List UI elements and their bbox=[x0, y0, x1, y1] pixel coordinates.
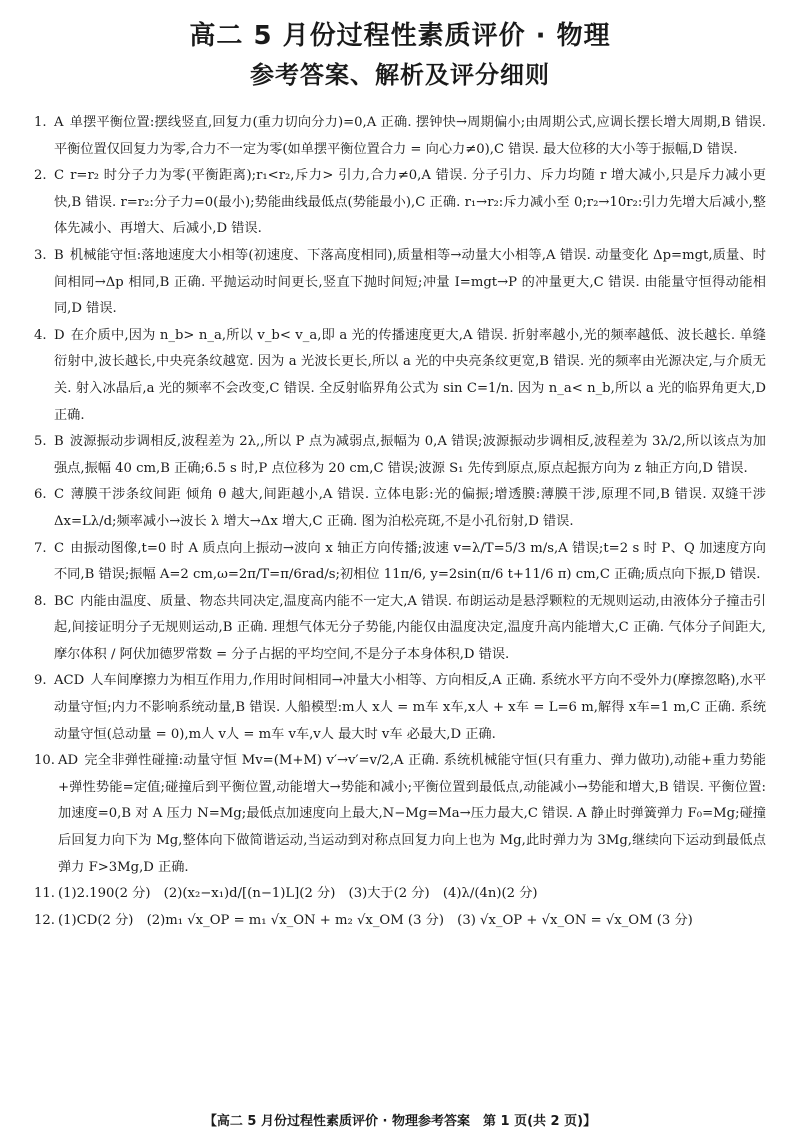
page-footer: 【高二 5 月份过程性素质评价 · 物理参考答案 第 1 页(共 2 页)】 bbox=[203, 1114, 597, 1129]
item-number: 10. bbox=[34, 753, 55, 769]
item-explanation: 完全非弹性碰撞:动量守恒 Mv=(M+M) v′→v′=v/2,A 正确. 系统机械能守恒(只有重力、弹力做功),动能+重力势能+弹性势能=定值;碰撞后到平衡位置,动能增大→势能和减小;平衡位置到最低点,动能减小→势能和增大,B 错误. 平衡位置:加速度=0,B 对 A 压力 N=Mg;最低点加速度向上最大,N−Mg=Ma→压力最大,C 错误. A 静止时弹簧弹力 F₀=Mg;碰撞后回复力向下为 Mg,整体向下做简谐运动,当运动到对称点回复力向上也为 Mg,此时弹力为 3Mg,继续向下运动到最低点弹力 F>3Mg,D 正确. bbox=[58, 753, 766, 875]
item-number: 7. bbox=[34, 540, 47, 556]
item-answer: C bbox=[54, 487, 65, 503]
item-answer: B bbox=[54, 247, 64, 263]
item-explanation: 波源振动步调相反,波程差为 2λ,,所以 P 点为减弱点,振幅为 0,A 错误;波源振动步调相反,波程差为 3λ/2,所以该点为加强点,振幅 40 cm,B 正确;6.5 s 时,P 点位移为 20 cm,C 错误;波源 S₁ 先传到原点,原点起振方向为 z 轴正方向,D 错误. bbox=[54, 434, 766, 476]
page-subtitle: 参考答案、解析及评分细则 bbox=[250, 61, 550, 89]
answer-item-1 bbox=[34, 110, 766, 163]
item-answer: A bbox=[54, 115, 64, 130]
item-number: 4. bbox=[34, 327, 47, 343]
answer-item-10 bbox=[34, 748, 766, 881]
item-answer: C bbox=[54, 540, 65, 556]
item-number: 6. bbox=[34, 487, 47, 503]
item-answer: BC bbox=[54, 593, 75, 609]
item-explanation: 单摆平衡位置:摆线竖直,回复力(重力切向分力)=0,A 正确. 摆钟快→周期偏小;由周期公式,应调长摆长增大周期,B 错误. 平衡位置仅回复力为零,合力不一定为零(如单摆平衡位置合力 = 向心力≠0),C 错误. 最大位移的大小等于振幅,D 错误. bbox=[54, 115, 766, 157]
answer-list bbox=[34, 110, 766, 934]
item-explanation: (1)2.190(2 分) (2)(x₂−x₁)d/[(n−1)L](2 分) (3)大于(2 分) (4)λ/(4n)(2 分) bbox=[58, 886, 538, 902]
item-number: 2. bbox=[34, 168, 47, 184]
item-number: 9. bbox=[34, 673, 47, 689]
answer-item-12 bbox=[34, 908, 766, 935]
item-number: 1. bbox=[34, 115, 47, 130]
item-number: 11. bbox=[34, 886, 55, 902]
item-answer: AD bbox=[58, 753, 79, 769]
page-title: 高二 5 月份过程性素质评价 · 物理 bbox=[189, 21, 611, 51]
answer-item-6 bbox=[34, 482, 766, 535]
item-answer: D bbox=[54, 327, 65, 343]
item-explanation: r=r₂ 时分子力为零(平衡距离);r₁<r₂,斥力> 引力,合力≠0,A 错误. 分子引力、斥力均随 r 增大减小,只是斥力减小更快,B 错误. r=r₂:分子力=0(最小);势能曲线最低点(势能最小),C 正确. r₁→r₂:斥力减小至 0;r₂→10r₂:引力先增大后减小,整体先减小、再增大、后减小,D 错误. bbox=[54, 168, 766, 237]
answer-item-11 bbox=[34, 881, 766, 908]
item-explanation: 薄膜干涉条纹间距 倾角 θ 越大,间距越小,A 错误. 立体电影:光的偏振;增透膜:薄膜干涉,原理不同,B 错误. 双缝干涉 Δx=Lλ/d;频率减小→波长 λ 增大→Δx 增大,C 正确. 图为泊松亮斑,不是小孔衍射,D 错误. bbox=[54, 487, 766, 529]
item-explanation: 由振动图像,t=0 时 A 质点向上振动→波向 x 轴正方向传播;波速 v=λ/T=5/3 m/s,A 错误;t=2 s 时 P、Q 加速度方向不同,B 错误;振幅 A=2 cm,ω=2π/T=π/6rad/s;初相位 11π/6, y=2sin(π/6 t+11/6 π) cm,C 正确;质点向下振,D 错误. bbox=[54, 540, 766, 583]
item-explanation: 内能由温度、质量、物态共同决定,温度高内能不一定大,A 错误. 布朗运动是悬浮颗粒的无规则运动,由液体分子撞击引起,间接证明分子无规则运动,B 正确. 理想气体无分子势能,内能仅由温度决定,温度升高内能增大,C 正确. 气体分子间距大,摩尔体积 / 阿伏加德罗常数 = 分子占据的平均空间,不是分子本身体积,D 错误. bbox=[54, 593, 766, 662]
item-explanation: 机械能守恒:落地速度大小相等(初速度、下落高度相同),质量相等→动量大小相等,A 错误. 动量变化 Δp=mgt,质量、时间相同→Δp 相同,B 正确. 平抛运动时间更长,竖直下抛时间短;冲量 I=mgt→P 的冲量更大,C 错误. 由能量守恒得动能相同,D 错误. bbox=[54, 247, 766, 317]
item-number: 12. bbox=[34, 912, 55, 928]
item-explanation: 人车间摩擦力为相互作用力,作用时间相同→冲量大小相等、方向相反,A 正确. 系统水平方向不受外力(摩擦忽略),水平动量守恒;内力不影响系统动量,B 错误. 人船模型:m人 x人 = m车 x车,x人 + x车 = L=6 m,解得 x车=1 m,C 正确. 系统动量守恒(总动量 = 0),m人 v人 = m车 v车,v人 最大时 v车 必最大,D 正确. bbox=[54, 673, 767, 742]
item-number: 3. bbox=[34, 247, 47, 263]
item-answer: C bbox=[54, 168, 65, 184]
item-answer: B bbox=[54, 434, 64, 450]
answer-item-4 bbox=[34, 323, 766, 429]
item-explanation: 在介质中,因为 n_b> n_a,所以 v_b< v_a,即 a 光的传播速度更大,A 错误. 折射率越小,光的频率越低、波长越长. 单缝衍射中,波长越长,中央亮条纹越宽. 因为 a 光波长更长,所以 a 光的中央亮条纹更宽,B 错误. 光的频率由光源决定,与介质无关. 射入冰晶后,a 光的频率不会改变,C 错误. 全反射临界角公式为 sin C=1/n. 因为 n_a< n_b,所以 a 光的临界角更大,D 正确. bbox=[54, 327, 766, 423]
answer-item-3 bbox=[34, 243, 766, 323]
answer-item-8 bbox=[34, 589, 766, 669]
item-explanation: (1)CD(2 分) (2)m₁ √x_OP = m₁ √x_ON + m₂ √x_OM (3 分) (3) √x_OP + √x_ON = √x_OM (3 分) bbox=[58, 912, 693, 928]
item-number: 8. bbox=[34, 593, 47, 609]
answer-item-5 bbox=[34, 429, 766, 482]
item-answer: ACD bbox=[54, 673, 85, 689]
answer-item-7 bbox=[34, 536, 766, 589]
item-number: 5. bbox=[34, 434, 47, 450]
answer-item-9 bbox=[34, 668, 766, 748]
answer-item-2 bbox=[34, 163, 766, 243]
